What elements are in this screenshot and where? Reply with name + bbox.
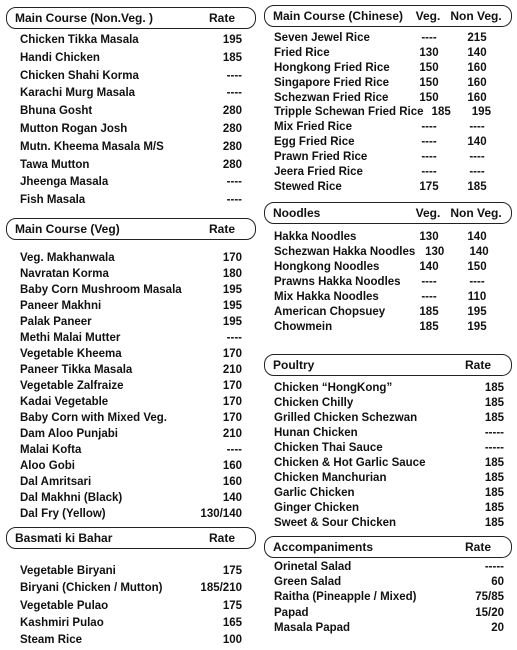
item-nonveg-price: 195 <box>467 306 487 318</box>
item-nonveg-price: ---- <box>469 151 485 164</box>
menu-item <box>274 165 504 180</box>
item-rate: ---- <box>226 87 242 100</box>
item-nonveg-price: 140 <box>469 246 489 258</box>
item-name: Chicken & Hot Garlic Sauce <box>274 457 426 469</box>
menu-item <box>20 580 242 597</box>
item-rate: 170 <box>222 252 242 264</box>
item-rate: 165 <box>222 616 242 629</box>
item-name: Hongkong Fried Rice <box>274 61 390 74</box>
item-rate: ---- <box>226 332 242 344</box>
menu-item <box>20 426 242 442</box>
item-name: Paneer Tikka Masala <box>20 364 133 376</box>
item-name: Jeera Fried Rice <box>274 166 363 179</box>
item-nonveg-price: ---- <box>469 166 485 179</box>
item-rate: 210 <box>222 428 242 440</box>
menu-item <box>20 615 242 632</box>
item-name: Baby Corn Mushroom Masala <box>20 284 182 296</box>
item-rate: 20 <box>491 621 504 634</box>
menu-item <box>20 506 242 522</box>
menu-item <box>274 320 504 335</box>
menu-item <box>274 76 504 91</box>
item-name: Paneer Makhni <box>20 300 102 312</box>
menu-item <box>20 266 242 282</box>
menu-item <box>20 378 242 394</box>
menu-item <box>20 394 242 410</box>
menu-item <box>20 474 242 490</box>
item-rate: 185 <box>222 51 242 64</box>
item-name: Vegetable Kheema <box>20 348 122 360</box>
item-rate: ---- <box>226 176 242 189</box>
item-name: Malai Kofta <box>20 444 82 456</box>
nonveg-label: Non Veg. <box>450 9 502 23</box>
item-rate: 160 <box>222 476 242 488</box>
menu-item <box>274 46 504 61</box>
item-name: Dam Aloo Punjabi <box>20 428 118 440</box>
item-rate: 185 <box>484 382 504 394</box>
item-veg-price: 130 <box>419 231 439 243</box>
item-name: Chicken Tikka Masala <box>20 34 139 46</box>
menu-item <box>274 590 504 605</box>
rate-label: Rate <box>464 358 491 372</box>
item-name: Egg Fried Rice <box>274 136 355 149</box>
section-header-main-veg <box>6 218 256 240</box>
item-rate: ----- <box>484 442 504 454</box>
menu-item <box>20 32 242 50</box>
item-nonveg-price: 185 <box>467 180 487 193</box>
item-veg-price: 140 <box>419 261 439 273</box>
menu-item <box>274 135 504 150</box>
item-name: Fried Rice <box>274 46 330 59</box>
item-name: Chicken Shahi Korma <box>20 69 139 82</box>
menu-item <box>274 180 504 195</box>
item-nonveg-price: ---- <box>469 121 485 134</box>
items-poultry <box>264 381 512 531</box>
item-veg-price: ---- <box>421 32 437 44</box>
menu-item <box>274 456 504 471</box>
menu-item <box>20 50 242 68</box>
nonveg-label: Non Veg. <box>450 206 502 220</box>
item-rate: 170 <box>222 396 242 408</box>
item-name: Jheenga Masala <box>20 176 109 189</box>
menu-item <box>20 139 242 157</box>
menu-item <box>274 575 504 590</box>
rate-label: Rate <box>208 222 235 236</box>
item-name: Papad <box>274 606 309 619</box>
menu-item <box>274 621 504 636</box>
item-name: Palak Paneer <box>20 316 92 328</box>
menu-item <box>274 381 504 396</box>
section-title: Noodles <box>273 206 321 220</box>
menu-item <box>20 250 242 266</box>
menu-item <box>20 563 242 580</box>
menu-item <box>274 560 504 575</box>
items-main-nonveg <box>6 32 256 210</box>
item-name: Chicken Manchurian <box>274 472 387 484</box>
item-rate: 185 <box>484 457 504 469</box>
item-nonveg-price: 140 <box>467 136 487 149</box>
item-name: Dal Fry (Yellow) <box>20 508 106 520</box>
item-veg-price: ---- <box>421 151 437 164</box>
items-main-veg <box>6 250 256 522</box>
item-rate: 195 <box>222 300 242 312</box>
menu-item <box>274 230 504 245</box>
item-rate: 60 <box>491 576 504 589</box>
item-nonveg-price: 195 <box>467 321 487 333</box>
item-rate: ---- <box>226 444 242 456</box>
menu-item <box>20 103 242 121</box>
menu-item <box>274 260 504 275</box>
menu-item <box>274 245 504 260</box>
section-title: Basmati ki Bahar <box>15 531 113 545</box>
menu-item <box>274 441 504 456</box>
item-name: Mutton Rogan Josh <box>20 122 128 135</box>
item-name: Baby Corn with Mixed Veg. <box>20 412 167 424</box>
item-name: American Chopsuey <box>274 306 386 318</box>
item-rate: 195 <box>222 34 242 46</box>
item-rate: 210 <box>222 364 242 376</box>
item-name: Vegetable Biryani <box>20 565 116 577</box>
items-chinese <box>264 31 512 195</box>
item-veg-price: ---- <box>421 136 437 149</box>
item-name: Hakka Noodles <box>274 231 357 243</box>
rate-label: Rate <box>208 11 235 25</box>
item-veg-price: 185 <box>419 306 439 318</box>
menu-item <box>274 120 504 135</box>
menu-item <box>20 442 242 458</box>
item-rate: 185/210 <box>200 582 242 595</box>
menu-item <box>274 275 504 290</box>
menu-item <box>274 606 504 621</box>
item-name: Hunan Chicken <box>274 427 358 439</box>
section-header-accompaniments <box>264 536 512 558</box>
item-nonveg-price: 215 <box>467 32 487 44</box>
menu-item <box>20 157 242 175</box>
menu-item <box>274 501 504 516</box>
menu-item <box>20 330 242 346</box>
item-nonveg-price: 160 <box>467 91 487 104</box>
menu-item <box>274 486 504 501</box>
item-rate: 195 <box>222 316 242 328</box>
item-name: Mutn. Kheema Masala M/S <box>20 140 164 153</box>
item-veg-price: ---- <box>421 291 437 303</box>
item-nonveg-price: 160 <box>467 61 487 74</box>
menu-item <box>274 91 504 106</box>
item-rate: 175 <box>222 565 242 577</box>
section-header-poultry <box>264 354 512 376</box>
item-veg-price: 130 <box>419 46 439 59</box>
menu-item <box>274 31 504 46</box>
section-header-noodles <box>264 202 512 224</box>
item-rate: ---- <box>226 69 242 82</box>
item-rate: 130/140 <box>200 508 242 520</box>
item-rate: 180 <box>222 268 242 280</box>
item-veg-price: ---- <box>421 276 437 288</box>
item-name: Grilled Chicken Schezwan <box>274 412 418 424</box>
menu-item <box>274 150 504 165</box>
menu-item <box>20 346 242 362</box>
rate-label: Rate <box>208 531 235 545</box>
item-rate: ----- <box>484 427 504 439</box>
item-rate: 185 <box>484 502 504 514</box>
menu-item <box>20 314 242 330</box>
item-rate: ---- <box>226 194 242 207</box>
item-rate: 195 <box>222 284 242 296</box>
item-name: Mix Fried Rice <box>274 121 352 134</box>
item-rate: 280 <box>222 158 242 171</box>
item-name: Stewed Rice <box>274 180 342 193</box>
item-name: Handi Chicken <box>20 51 100 64</box>
menu-item <box>274 411 504 426</box>
items-noodles <box>264 230 512 335</box>
item-name: Dal Makhni (Black) <box>20 492 123 504</box>
item-nonveg-price: 110 <box>467 291 487 303</box>
item-rate: 170 <box>222 348 242 360</box>
item-name: Kadai Vegetable <box>20 396 109 408</box>
items-basmati <box>6 563 256 649</box>
menu-item <box>20 458 242 474</box>
section-title: Main Course (Chinese) <box>273 9 404 23</box>
menu-item <box>274 426 504 441</box>
section-title: Main Course (Non.Veg. ) <box>15 11 154 25</box>
item-veg-price: 185 <box>419 321 439 333</box>
items-accompaniments <box>264 560 512 636</box>
item-rate: 185 <box>484 412 504 424</box>
menu-item <box>20 68 242 86</box>
item-name: Steam Rice <box>20 634 83 647</box>
item-veg-price: 130 <box>425 246 445 258</box>
item-name: Green Salad <box>274 576 342 589</box>
item-rate: 100 <box>222 634 242 647</box>
item-name: Prawns Hakka Noodles <box>274 276 401 288</box>
menu-item <box>20 410 242 426</box>
item-name: Vegetable Zalfraize <box>20 380 124 392</box>
item-rate: 75/85 <box>475 591 504 604</box>
item-nonveg-price: 160 <box>467 76 487 89</box>
item-rate: 15/20 <box>475 606 504 619</box>
item-name: Kashmiri Pulao <box>20 616 104 629</box>
item-name: Prawn Fried Rice <box>274 151 368 164</box>
item-nonveg-price: 140 <box>467 231 487 243</box>
item-name: Garlic Chicken <box>274 487 355 499</box>
item-name: Navratan Korma <box>20 268 109 280</box>
item-name: Aloo Gobi <box>20 460 75 472</box>
item-rate: 160 <box>222 460 242 472</box>
menu-item <box>20 632 242 649</box>
item-veg-price: 185 <box>431 106 451 119</box>
menu-item <box>20 174 242 192</box>
section-header-chinese <box>264 5 512 27</box>
item-rate: 280 <box>222 140 242 153</box>
menu-item <box>20 121 242 139</box>
section-header-main-nonveg <box>6 7 256 29</box>
item-name: Sweet & Sour Chicken <box>274 517 397 529</box>
item-veg-price: 175 <box>419 180 439 193</box>
item-rate: 280 <box>222 105 242 118</box>
item-veg-price: 150 <box>419 76 439 89</box>
section-header-basmati <box>6 527 256 549</box>
item-name: Raitha (Pineapple / Mixed) <box>274 591 417 604</box>
item-name: Veg. Makhanwala <box>20 252 115 264</box>
item-name: Karachi Murg Masala <box>20 87 136 100</box>
menu-item <box>274 516 504 531</box>
item-name: Singapore Fried Rice <box>274 76 390 89</box>
menu-item <box>20 490 242 506</box>
item-veg-price: 150 <box>419 91 439 104</box>
item-name: Chicken Chilly <box>274 397 354 409</box>
item-name: Vegetable Pulao <box>20 599 109 612</box>
item-name: Seven Jewel Rice <box>274 32 370 44</box>
section-title: Accompaniments <box>273 540 374 554</box>
item-veg-price: 150 <box>419 61 439 74</box>
item-rate: 185 <box>484 472 504 484</box>
item-nonveg-price: 150 <box>467 261 487 273</box>
item-rate: 280 <box>222 122 242 135</box>
veg-label: Veg. <box>415 9 441 23</box>
item-rate: 185 <box>484 397 504 409</box>
menu-item <box>274 305 504 320</box>
item-name: Mix Hakka Noodles <box>274 291 379 303</box>
item-name: Chicken “HongKong” <box>274 382 393 394</box>
item-name: Methi Malai Mutter <box>20 332 121 344</box>
menu-item <box>20 598 242 615</box>
item-name: Schezwan Hakka Noodles <box>274 246 416 258</box>
item-name: Masala Papad <box>274 621 351 634</box>
item-rate: 175 <box>222 599 242 612</box>
item-name: Tripple Schewan Fried Rice <box>274 106 424 119</box>
item-nonveg-price: 195 <box>471 106 491 119</box>
item-name: Biryani (Chicken / Mutton) <box>20 582 163 595</box>
item-rate: 170 <box>222 412 242 424</box>
item-rate: 140 <box>222 492 242 504</box>
item-nonveg-price: ---- <box>469 276 485 288</box>
menu-item <box>20 85 242 103</box>
item-nonveg-price: 140 <box>467 46 487 59</box>
item-name: Hongkong Noodles <box>274 261 380 273</box>
item-name: Chicken Thai Sauce <box>274 442 383 454</box>
menu-item <box>274 61 504 76</box>
item-name: Orinetal Salad <box>274 561 352 573</box>
veg-label: Veg. <box>415 206 441 220</box>
item-veg-price: ---- <box>421 166 437 179</box>
item-veg-price: ---- <box>421 121 437 134</box>
menu-item <box>20 298 242 314</box>
section-title: Poultry <box>273 358 315 372</box>
item-rate: 185 <box>484 487 504 499</box>
menu-item <box>274 471 504 486</box>
rate-label: Rate <box>464 540 491 554</box>
menu-item <box>274 396 504 411</box>
item-name: Fish Masala <box>20 194 86 207</box>
menu-item <box>20 282 242 298</box>
item-name: Dal Amritsari <box>20 476 92 488</box>
item-rate: 170 <box>222 380 242 392</box>
section-title: Main Course (Veg) <box>15 222 120 236</box>
item-name: Chowmein <box>274 321 333 333</box>
item-name: Schezwan Fried Rice <box>274 91 389 104</box>
item-rate: 185 <box>484 517 504 529</box>
item-name: Bhuna Gosht <box>20 105 93 118</box>
item-rate: ----- <box>484 561 504 573</box>
item-name: Tawa Mutton <box>20 158 90 171</box>
menu-item <box>274 105 504 120</box>
menu-item <box>274 290 504 305</box>
menu-item <box>20 362 242 378</box>
menu-item <box>20 192 242 210</box>
item-name: Ginger Chicken <box>274 502 359 514</box>
